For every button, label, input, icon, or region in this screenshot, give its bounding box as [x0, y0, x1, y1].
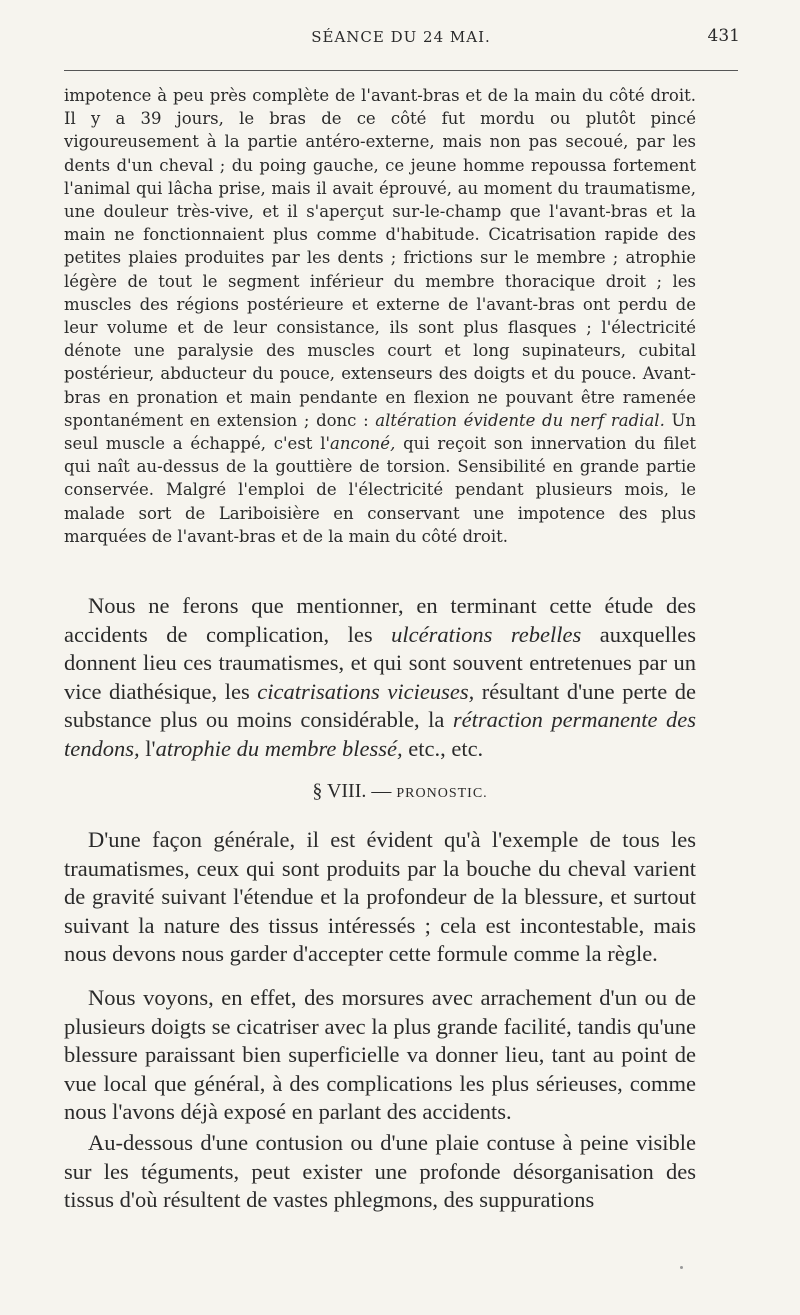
running-title: SÉANCE DU 24 MAI. — [311, 28, 491, 46]
prognosis-paragraph-2: Nous voyons, en effet, des morsures avec arrachement d'un ou de plusieurs doigts se cicatriser avec la plus grande facilité, tandis qu'une blessure paraissant bien superficielle va donner lieu, tant au point de vue local que général, à des complications les plus sérieuses, comme nous l'avons déjà exposé en parlant des accidents. — [64, 985, 696, 1124]
page-header — [62, 28, 740, 58]
comp-text-4: l' — [139, 735, 156, 761]
comp-italic-4: atrophie du membre blessé, — [155, 735, 403, 761]
case-paragraph — [64, 84, 696, 548]
section-heading — [0, 780, 800, 803]
prognosis-paragraph-1: D'une façon générale, il est évident qu'à l'exemple de tous les traumatismes, ceux qui sont produits par la bouche du cheval varient de gravité suivant l'étendue et la profondeur de la blessure, et surtout suivant la nature des tissus intéressés ; cela est incontestable, mais nous devons nous garder d'accepter cette formule comme la règle. — [64, 827, 696, 966]
prognosis-paragraph-3: Au-dessous d'une contusion ou d'une plaie contuse à peine visible sur les téguments, peut exister une profonde désorganisation des tissus d'où résultent de vastes phlegmons, des suppurations — [64, 1130, 696, 1212]
header-rule — [64, 70, 738, 71]
comp-text-3: résultant d'une perte de substance plus ou moins considérable, la — [64, 678, 696, 732]
complications-paragraph — [64, 592, 696, 763]
comp-italic-3: rétraction permanente des tendons, — [64, 707, 696, 761]
case-italic-2: anconé, — [330, 434, 396, 454]
case-text-2: Un seul muscle a échappé, c'est l' — [64, 410, 696, 454]
comp-text-2: auxquelles donnent lieu ces traumatismes, et qui sont souvent entretenues par un vice diathésique, les — [64, 621, 697, 704]
section-title: PRONOSTIC. — [396, 786, 488, 801]
comp-italic-2: cicatrisations vicieuses, — [257, 678, 475, 704]
comp-text-1: Nous ne ferons que mentionner, en terminant cette étude des accidents de complication, les — [64, 593, 696, 647]
case-italic-1: altération évidente du nerf radial. — [375, 410, 665, 430]
section-number: § VIII. — — [312, 780, 392, 802]
case-text-3: qui reçoit son innervation du filet qui naît au-dessus de la gouttière de torsion. Sensibilité en grande partie conservée. Malgré l'emploi de l'électricité pendant plusieurs mois, le malade sort de Lariboisière en conservant une impotence des plus marquées de l'avant-bras et de la main du côté droit. — [64, 434, 697, 546]
comp-text-5: etc., etc. — [402, 735, 484, 761]
case-text-1: impotence à peu près complète de l'avant-bras et de la main du côté droit. Il y a 39 jours, le bras de ce côté fut mordu ou plutôt pincé vigoureusement à la partie antéro-externe, mais non pas secoué, par les dents d'un cheval ; du poing gauche, ce jeune homme repoussa fortement l'animal qui lâcha prise, mais il avait éprouvé, au moment du traumatisme, une douleur très-vive, et il s'aperçut sur-le-champ que l'avant-bras et la main ne fonctionnaient plus comme d'habitude. Cicatrisation rapide des petites plaies produites par les dents ; frictions sur le membre ; atrophie légère de tout le segment inférieur du membre thoracique droit ; les muscles des régions postérieure et externe de l'avant-bras ont perdu de leur volume et de leur consistance, ils sont plus flasques ; l'électricité dénote une paralysie des muscles court et long supinateurs, cubital postérieur, abducteur du pouce, extenseurs des doigts et du pouce. Avant-bras en pronation et main pendante en flexion ne pouvant être ramenée spontanément en extension ; donc : — [64, 86, 696, 430]
page-number: 431 — [707, 26, 740, 46]
page-speck — [680, 1266, 683, 1269]
comp-italic-1: ulcérations rebelles — [391, 621, 582, 647]
